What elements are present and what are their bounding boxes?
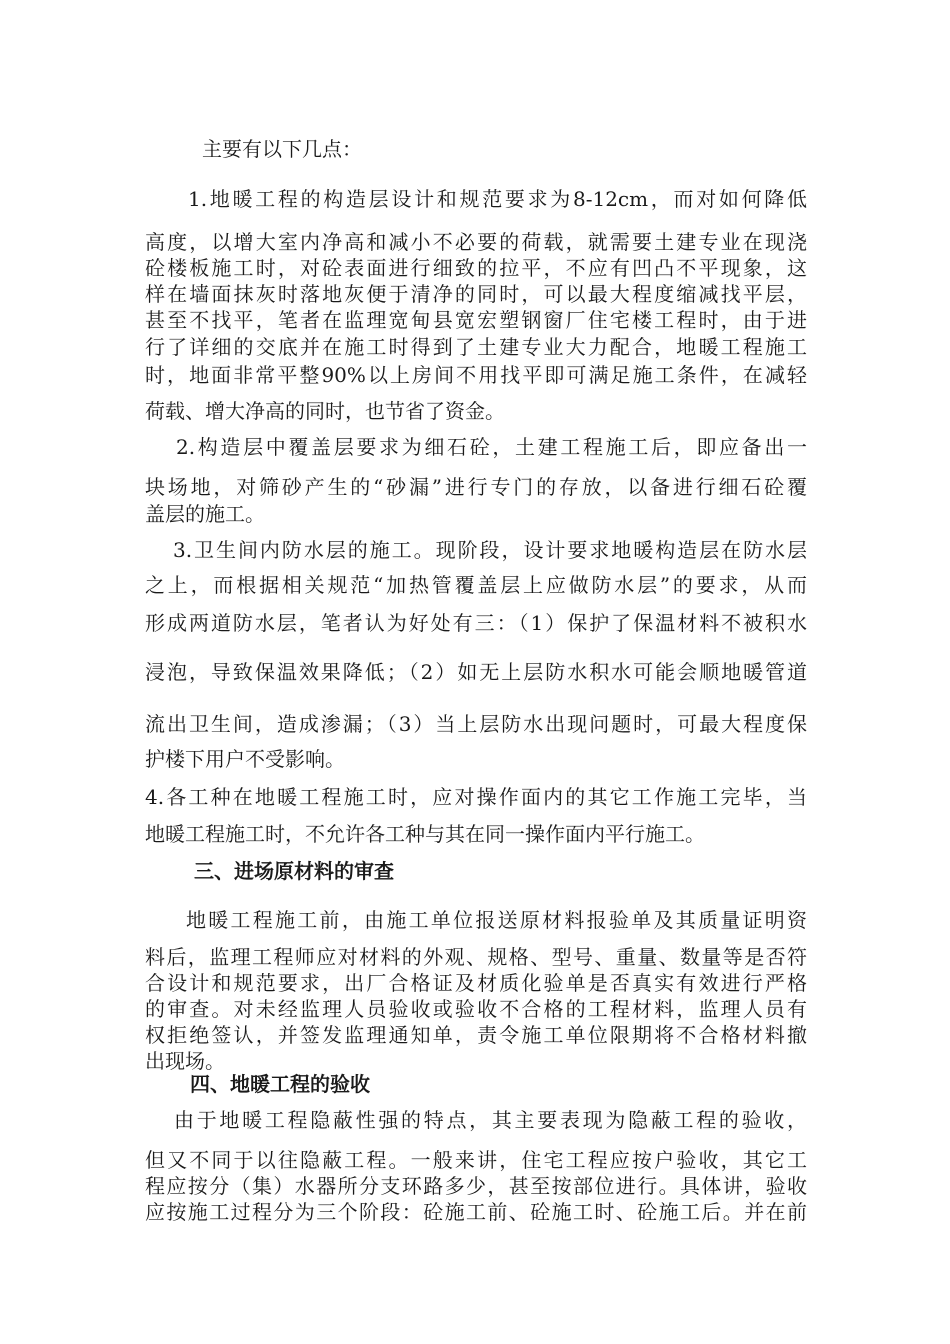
item-1-line-1: 1.地暖工程的构造层设计和规范要求为8-12cm，而对如何降低 bbox=[188, 187, 807, 211]
item-3-line-6: 护楼下用户不受影响。 bbox=[145, 747, 345, 771]
section-3-line-3: 合设计和规范要求，出厂合格证及材质化验单是否真实有效进行严格 bbox=[145, 971, 807, 995]
item-1-line-8: 荷载、增大净高的同时，也节省了资金。 bbox=[145, 399, 505, 423]
section-3-line-4: 的审查。对未经监理人员验收或验收不合格的工程材料，监理人员有 bbox=[145, 997, 807, 1021]
section-4-line-3: 程应按分（集）水器所分支环路多少，甚至按部位进行。具体讲，验收 bbox=[145, 1174, 807, 1198]
item-4-line-1: 4.各工种在地暖工程施工时，应对操作面内的其它工作施工完毕，当 bbox=[145, 785, 807, 809]
item-4-line-2: 地暖工程施工时，不允许各工种与其在同一操作面内平行施工。 bbox=[145, 822, 705, 846]
item-1-line-4: 样在墙面抹灰时落地灰便于清净的同时，可以最大程度缩减找平层， bbox=[145, 282, 807, 306]
item-3-line-3: 形成两道防水层，笔者认为好处有三：（1）保护了保温材料不被积水 bbox=[145, 611, 807, 635]
item-1-line-5: 甚至不找平，笔者在监理宽甸县宽宏塑钢窗厂住宅楼工程时，由于进 bbox=[145, 308, 807, 332]
section-4-line-1: 由于地暖工程隐蔽性强的特点，其主要表现为隐蔽工程的验收， bbox=[174, 1108, 807, 1132]
item-1-line-6: 行了详细的交底并在施工时得到了土建专业大力配合，地暖工程施工 bbox=[145, 335, 807, 359]
section-3-line-1: 地暖工程施工前，由施工单位报送原材料报验单及其质量证明资 bbox=[186, 908, 807, 932]
item-1-line-2: 高度，以增大室内净高和减小不必要的荷载，就需要土建专业在现浇 bbox=[145, 230, 807, 254]
item-2-line-1: 2.构造层中覆盖层要求为细石砼，土建工程施工后，即应备出一 bbox=[176, 435, 807, 459]
section-4-line-4: 应按施工过程分为三个阶段：砼施工前、砼施工时、砼施工后。并在前 bbox=[145, 1200, 807, 1224]
item-3-line-5: 流出卫生间，造成渗漏；（3）当上层防水出现问题时，可最大程度保 bbox=[145, 712, 807, 736]
section-4-line-2: 但又不同于以往隐蔽工程。一般来讲，住宅工程应按户验收，其它工 bbox=[145, 1148, 807, 1172]
section-3-line-6: 出现场。 bbox=[145, 1049, 225, 1073]
intro-line: 主要有以下几点： bbox=[202, 137, 362, 161]
item-2-line-2: 块场地，对筛砂产生的“砂漏”进行专门的存放，以备进行细石砼覆 bbox=[145, 475, 807, 499]
item-1-line-7: 时，地面非常平整90%以上房间不用找平即可满足施工条件，在减轻 bbox=[145, 363, 807, 387]
item-3-line-4: 浸泡，导致保温效果降低；（2）如无上层防水积水可能会顺地暖管道 bbox=[145, 660, 807, 684]
item-3-line-2: 之上，而根据相关规范“加热管覆盖层上应做防水层”的要求，从而 bbox=[145, 573, 807, 597]
section-3-line-2: 料后，监理工程师应对材料的外观、规格、型号、重量、数量等是否符 bbox=[145, 945, 807, 969]
item-1-line-3: 砼楼板施工时，对砼表面进行细致的拉平，不应有凹凸不平现象，这 bbox=[145, 256, 807, 280]
section-4-heading: 四、地暖工程的验收 bbox=[190, 1072, 370, 1096]
section-3-heading: 三、进场原材料的审查 bbox=[194, 859, 394, 883]
item-3-line-1: 3.卫生间内防水层的施工。现阶段，设计要求地暖构造层在防水层 bbox=[173, 538, 807, 562]
section-3-line-5: 权拒绝签认，并签发监理通知单，责令施工单位限期将不合格材料撤 bbox=[145, 1023, 807, 1047]
item-2-line-3: 盖层的施工。 bbox=[145, 502, 265, 526]
